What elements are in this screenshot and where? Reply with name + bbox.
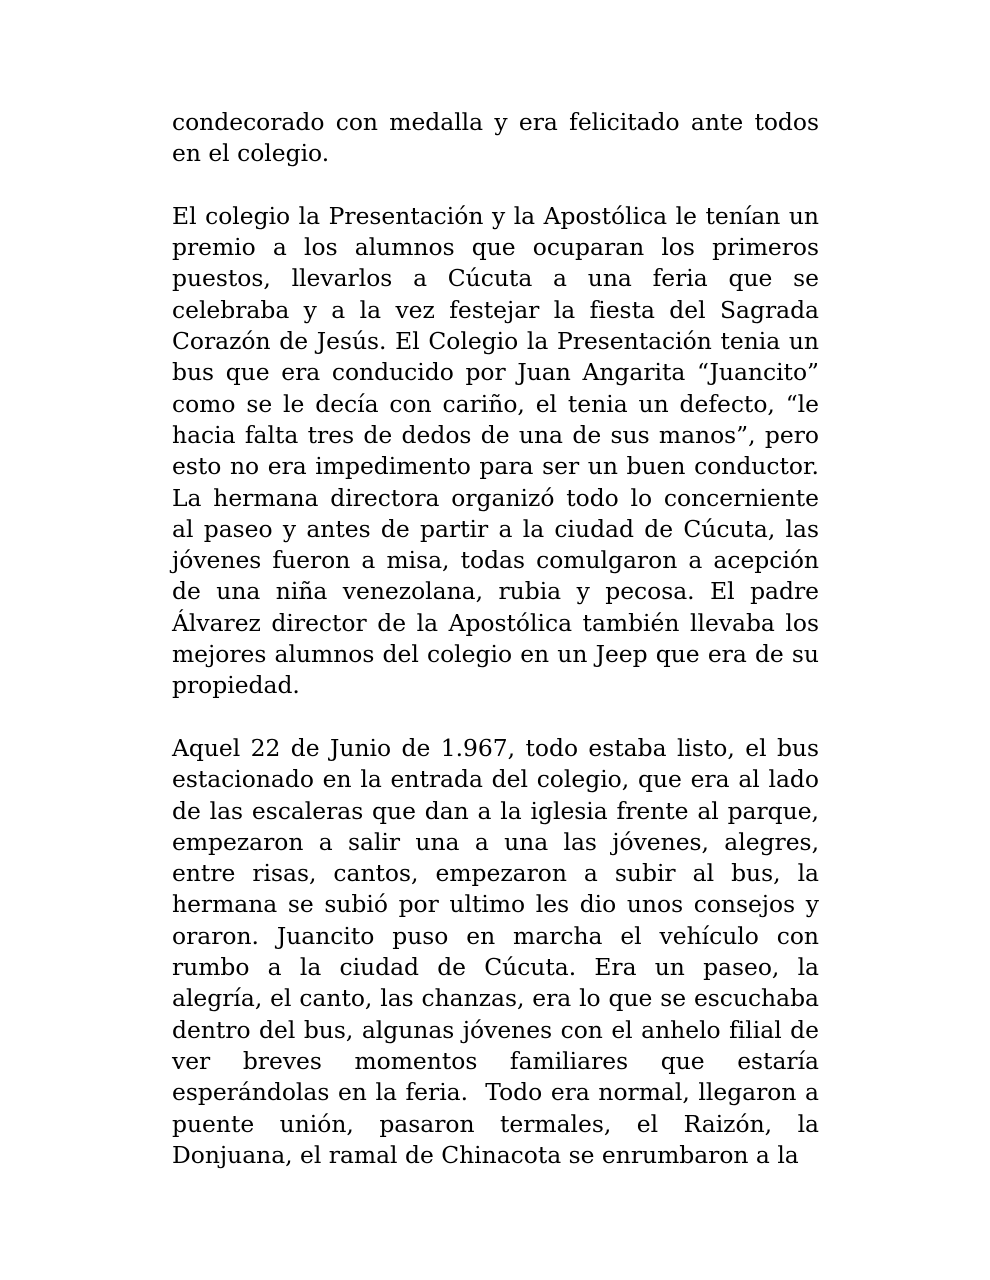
paragraph-3: Aquel 22 de Junio de 1.967, todo estaba listo, el bus estacionado en la entrada del colegio, que era al lado de las escaleras que dan a la iglesia frente al parque, empezaron a salir una a una las jóvenes, alegres, entre risas, cantos, empezaron a subir al bus, la hermana se subió por ultimo les dio unos consejos y oraron. Juancito puso en marcha el vehículo con rumbo a la ciudad de Cúcuta. Era un paseo, la alegría, el canto, las chanzas, era lo que se escuchaba dentro del bus, algunas jóvenes con el anhelo filial de ver breves momentos familiares que estaría esperándolas en la feria. Todo era normal, llegaron a puente unión, pasaron termales, el Raizón, la Donjuana, el ramal de Chinacota se enrumbaron a la bbox=[172, 733, 827, 1169]
text-column bbox=[172, 107, 827, 1171]
paragraph-1: condecorado con medalla y era felicitado ante todos en el colegio. bbox=[172, 108, 827, 168]
paragraph-2: El colegio la Presentación y la Apostólica le tenían un premio a los alumnos que ocuparan los primeros puestos, llevarlos a Cúcuta a una feria que se celebraba y a la vez festejar la fiesta del Sagrada Corazón de Jesús. El Colegio la Presentación tenia un bus que era conducido por Juan Angarita “Juancito” como se le decía con cariño, el tenia un defecto, “le hacia falta tres de dedos de una de sus manos”, pero esto no era impedimento para ser un buen conductor. La hermana directora organizó todo lo concerniente al paseo y antes de partir a la ciudad de Cúcuta, las jóvenes fueron a misa, todas comulgaron a acepción de una niña venezolana, rubia y pecosa. El padre Álvarez director de la Apostólica también llevaba los mejores alumnos del colegio en un Jeep que era de su propiedad. bbox=[172, 201, 827, 700]
